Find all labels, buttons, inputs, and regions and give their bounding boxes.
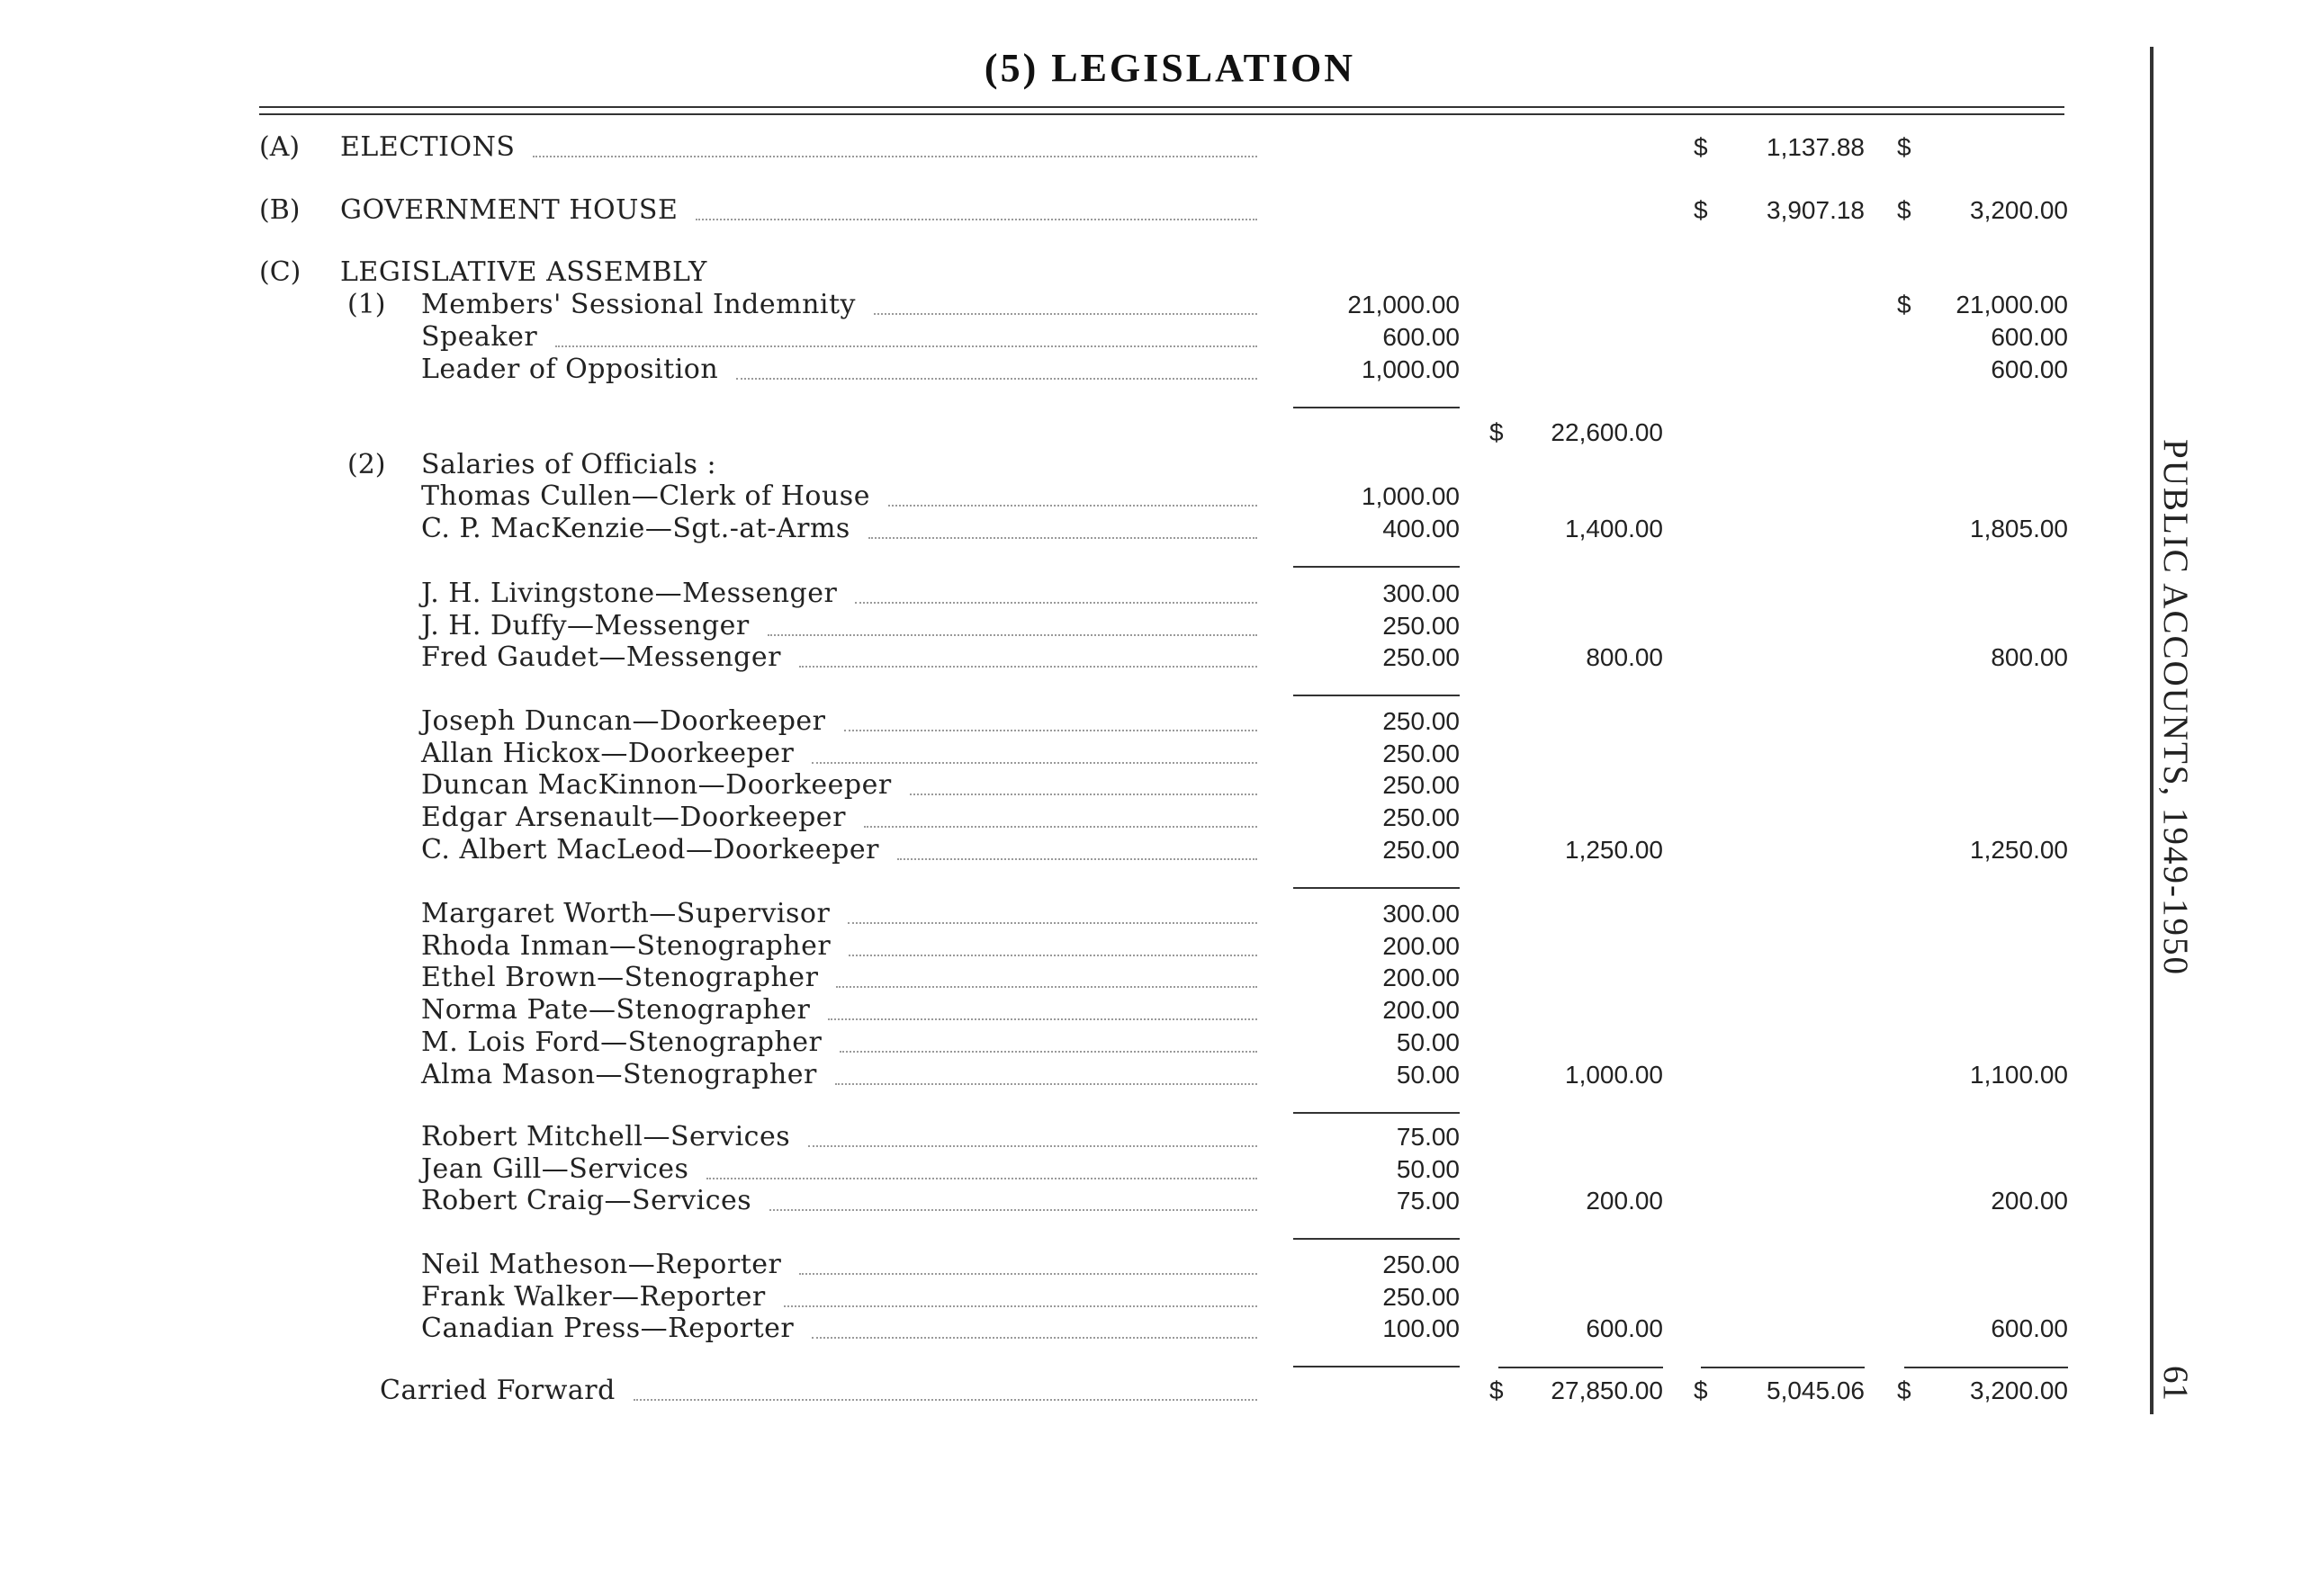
currency-symbol: $: [1694, 1376, 1708, 1404]
dot-leader: [848, 922, 1257, 924]
amount-col4: 800.00: [1991, 643, 2068, 672]
amount-col4: 1,805.00: [1970, 514, 2068, 542]
group-total-col2: 1,250.00: [1565, 835, 1663, 864]
currency-symbol: $: [1897, 196, 1911, 224]
dot-leader: [784, 1305, 1257, 1307]
amount-col1: 50.00: [1396, 1154, 1460, 1183]
amount-col1: 1,000.00: [1362, 355, 1460, 383]
line-item-label: Edgar Arsenault—Doorkeeper: [421, 802, 846, 834]
header-rule-bottom: [259, 113, 2064, 115]
line-item-label: Neil Matheson—Reporter: [421, 1249, 782, 1280]
dot-leader: [828, 1018, 1257, 1020]
line-item-label: Allan Hickox—Doorkeeper: [421, 737, 795, 769]
line-item-label: Joseph Duncan—Doorkeeper: [421, 705, 826, 737]
amount-col1: 200.00: [1382, 996, 1460, 1025]
amount-col4: 600.00: [1991, 1314, 2068, 1343]
group-total-col2: 1,400.00: [1565, 514, 1663, 542]
page-title: (5) LEGISLATION: [984, 46, 1356, 90]
amount-col1: 75.00: [1396, 1123, 1460, 1151]
dot-leader: [769, 1209, 1257, 1211]
amount-col1: 300.00: [1382, 579, 1460, 607]
subsection-heading: Salaries of Officials :: [421, 449, 717, 480]
line-item-label: Frank Walker—Reporter: [421, 1280, 766, 1313]
section-label: LEGISLATIVE ASSEMBLY: [340, 256, 707, 288]
amount-col1: 600.00: [1382, 323, 1460, 351]
amount-col4: 1,250.00: [1970, 835, 2068, 864]
dot-leader: [864, 826, 1257, 828]
amount-col1: 250.00: [1382, 771, 1460, 800]
total-rule: [1701, 1367, 1865, 1368]
dot-leader: [768, 634, 1257, 636]
amount-col3: 3,907.18: [1767, 196, 1865, 224]
amount-col1: 1,000.00: [1362, 482, 1460, 510]
amount-col1: 250.00: [1382, 835, 1460, 864]
amount-col1: 300.00: [1382, 900, 1460, 928]
dot-leader: [696, 219, 1257, 220]
subsection-number: (2): [347, 449, 386, 480]
dot-leader: [897, 858, 1257, 860]
page-number: 61: [2156, 1366, 2195, 1401]
dot-leader: [868, 537, 1257, 539]
line-item-label: Ethel Brown—Stenographer: [421, 962, 819, 994]
dot-leader: [855, 602, 1257, 604]
amount-col4: 600.00: [1991, 323, 2068, 351]
dot-leader: [844, 730, 1257, 731]
line-item-label: Speaker: [421, 321, 538, 353]
section-letter: (C): [259, 256, 301, 288]
line-item-label: Robert Mitchell—Services: [421, 1121, 791, 1152]
currency-symbol: $: [1897, 291, 1911, 318]
amount-col3: 1,137.88: [1767, 133, 1865, 161]
amount-col1: 200.00: [1382, 931, 1460, 960]
total-rule: [1904, 1367, 2068, 1368]
amount-col1: 250.00: [1382, 643, 1460, 672]
line-item-label: Alma Mason—Stenographer: [421, 1058, 817, 1090]
amount-col1: 75.00: [1396, 1187, 1460, 1215]
dot-leader: [835, 1083, 1257, 1085]
subtotal-col2: 22,600.00: [1551, 418, 1663, 446]
dot-leader: [808, 1145, 1257, 1147]
amount-col1: 200.00: [1382, 964, 1460, 992]
dot-leader: [836, 986, 1257, 988]
total-rule: [1498, 1367, 1663, 1368]
amount-col4: 1,100.00: [1970, 1060, 2068, 1089]
amount-col1: 250.00: [1382, 611, 1460, 640]
carried-forward-col2: 27,850.00: [1551, 1376, 1663, 1404]
line-item-label: Leader of Opposition: [421, 354, 719, 385]
total-rule: [1293, 1366, 1460, 1367]
line-item-label: Fred Gaudet—Messenger: [421, 641, 781, 674]
group-total-col2: 600.00: [1586, 1314, 1663, 1343]
section-label: GOVERNMENT HOUSE: [340, 194, 679, 226]
amount-col1: 250.00: [1382, 1282, 1460, 1311]
line-item-label: Robert Craig—Services: [421, 1185, 752, 1217]
dot-leader: [812, 1337, 1257, 1339]
dot-leader: [799, 666, 1257, 668]
dot-leader: [736, 378, 1257, 380]
line-item-label: Thomas Cullen—Clerk of House: [421, 480, 870, 512]
line-item-label: J. H. Duffy—Messenger: [421, 609, 750, 641]
amount-col4: 21,000.00: [1956, 291, 2068, 318]
total-rule: [1293, 407, 1460, 408]
amount-col1: 250.00: [1382, 1251, 1460, 1278]
section-label: ELECTIONS: [340, 131, 516, 163]
running-head: PUBLIC ACCOUNTS, 1949-1950: [2156, 439, 2195, 976]
amount-col1: 50.00: [1396, 1027, 1460, 1056]
dot-leader: [533, 156, 1257, 157]
group-total-col2: 800.00: [1586, 643, 1663, 672]
binding-rule: [2150, 47, 2154, 1414]
amount-col1: 50.00: [1396, 1060, 1460, 1089]
section-letter: (A): [259, 131, 301, 163]
amount-col1: 250.00: [1382, 739, 1460, 767]
carried-forward-col3: 5,045.06: [1767, 1376, 1865, 1404]
amount-col4: 600.00: [1991, 355, 2068, 383]
line-item-label: J. H. Livingstone—Messenger: [421, 578, 838, 609]
subsection-number: (1): [347, 289, 386, 320]
dot-leader: [910, 794, 1257, 795]
line-item-label: Norma Pate—Stenographer: [421, 994, 811, 1027]
line-item-label: Rhoda Inman—Stenographer: [421, 929, 832, 962]
amount-col4: 3,200.00: [1970, 196, 2068, 224]
header-rule-top: [259, 106, 2064, 108]
carried-forward-label: Carried Forward: [380, 1375, 616, 1406]
dot-leader: [706, 1178, 1257, 1179]
amount-col1: 21,000.00: [1347, 291, 1460, 318]
dot-leader: [874, 313, 1257, 315]
dot-leader: [888, 505, 1257, 507]
currency-symbol: $: [1897, 133, 1911, 161]
total-rule: [1293, 1238, 1460, 1240]
total-rule: [1293, 695, 1460, 696]
line-item-label: Duncan MacKinnon—Doorkeeper: [421, 769, 892, 802]
total-rule: [1293, 1112, 1460, 1114]
dot-leader: [849, 955, 1257, 956]
dot-leader: [812, 762, 1257, 764]
line-item-label: Jean Gill—Services: [421, 1152, 689, 1185]
line-item-label: Members' Sessional Indemnity: [421, 289, 856, 320]
currency-symbol: $: [1694, 196, 1708, 224]
dot-leader: [799, 1273, 1257, 1275]
amount-col1: 100.00: [1382, 1314, 1460, 1343]
currency-symbol: $: [1897, 1376, 1911, 1404]
currency-symbol: $: [1694, 133, 1708, 161]
currency-symbol: $: [1489, 1376, 1504, 1404]
line-item-label: C. Albert MacLeod—Doorkeeper: [421, 833, 879, 865]
dot-leader: [555, 345, 1257, 347]
currency-symbol: $: [1489, 418, 1504, 446]
line-item-label: Margaret Worth—Supervisor: [421, 898, 831, 929]
carried-forward-col4: 3,200.00: [1970, 1376, 2068, 1404]
section-letter: (B): [259, 194, 301, 226]
amount-col1: 400.00: [1382, 514, 1460, 542]
group-total-col2: 1,000.00: [1565, 1060, 1663, 1089]
dot-leader: [840, 1051, 1257, 1053]
dot-leader: [634, 1399, 1257, 1401]
line-item-label: M. Lois Ford—Stenographer: [421, 1026, 823, 1058]
amount-col1: 250.00: [1382, 707, 1460, 735]
amount-col1: 250.00: [1382, 803, 1460, 832]
total-rule: [1293, 887, 1460, 889]
line-item-label: Canadian Press—Reporter: [421, 1313, 795, 1345]
total-rule: [1293, 566, 1460, 568]
amount-col4: 200.00: [1991, 1187, 2068, 1215]
line-item-label: C. P. MacKenzie—Sgt.-at-Arms: [421, 512, 850, 544]
group-total-col2: 200.00: [1586, 1187, 1663, 1215]
